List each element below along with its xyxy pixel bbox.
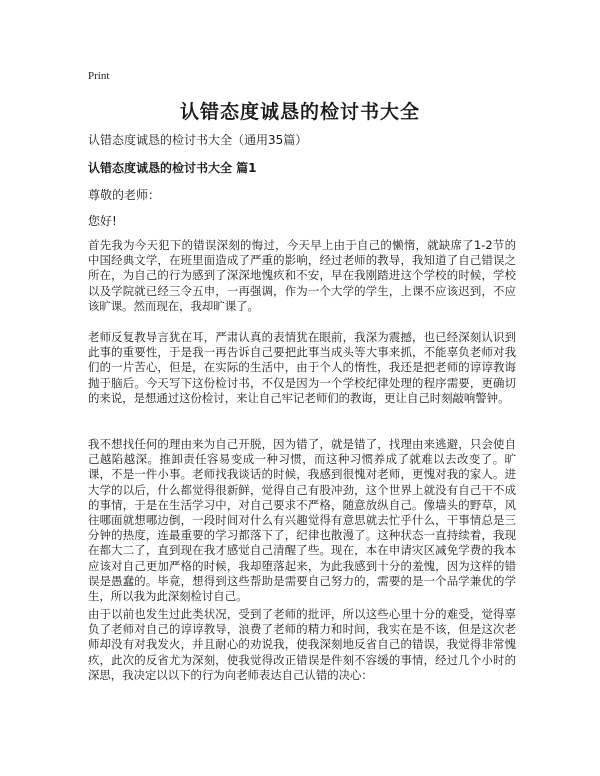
section-heading: 认错态度诚恳的检讨书大全 篇1	[88, 161, 257, 175]
greeting: 您好!	[88, 214, 117, 228]
print-label[interactable]: Print	[88, 70, 110, 82]
body-paragraph-1: 首先我为今天犯下的错误深刻的悔过，今天早上由于自己的懒惰，就缺席了1-2节的中国经典文学，在班里面造成了严重的影响，经过老师的教导，我知道了自己错误之所在，为自己的行为感到了深深地愧疚和不安，早在我刚踏进这个学校的时候，学校以及学院就已经三令五申，一再强调，作为一个大学的学生，上课不应该迟到，不应该旷课。然而现在，我却旷课了。	[88, 238, 516, 313]
document-title: 认错态度诚恳的检讨书大全	[179, 101, 420, 123]
document-subtitle: 认错态度诚恳的检讨书大全（通用35篇）	[88, 133, 308, 147]
salutation: 尊敬的老师：	[88, 188, 161, 202]
body-paragraph-2: 老师反复教导言犹在耳，严肃认真的表情犹在眼前，我深为震撼，也已经深刻认识到此事的重要性，于是我一再告诉自己要把此事当成头等大事来抓，不能辜负老师对我们的一片苦心，但是，在实际的生活中，由于个人的惰性，我还是把老师的谆谆教诲抛于脑后。今天写下这份检讨书，不仅是因为一个学校纪律处理的程序需要，更确切的来说，是想通过这份检讨，来让自己牢记老师们的教诲，更让自己时刻敲响警钟。	[88, 330, 516, 405]
body-paragraph-4: 由于以前也发生过此类状况，受到了老师的批评，所以这些心里十分的难受，觉得辜负了老师对自己的谆谆教导，浪费了老师的精力和时间，我实在是不该，但是这次老师却没有对我发火，并且耐心的劝说我，使我深刻地反省自己的错误，我觉得非常愧疚，此次的反省尤为深刻，使我觉得改正错误是件刻不容缓的事情，经过几个小时的深思，我决定以以下的行为向老师表达自己认错的决心：	[88, 607, 516, 682]
body-paragraph-3: 我不想找任何的理由来为自己开脱，因为错了，就是错了，找理由来逃避，只会使自己越陷越深。推卸责任容易变成一种习惯，而这种习惯养成了就难以去改变了。旷课，不是一件小事。老师找我谈话的时候，我感到很愧对老师，更愧对我的家人。进大学的以后，什么都觉得很新鲜，觉得自己有股冲劲，这个世界上就没有自己干不成的事情，于是在生活学习中，对自己要求不严格，随意放纵自己。像墙头的野草，风往哪面就想哪边倒，一段时间对什么有兴趣觉得有意思就去忙乎什么，干事情总是三分钟的热度，连最重要的学习都落下了，纪律也散漫了。这种状态一直持续着，我现在都大二了，直到现在我才感觉自己清醒了些。现在，本在申请灾区减免学费的我本应该对自己更加严格的时候，我却堕落起来，为此我感到十分的羞愧，因为这样的错误是愚蠢的。毕竟，想得到这些帮助是需要自己努力的，需要的是一个品学兼优的学生，所以我为此深刻检讨自己。	[88, 437, 516, 604]
